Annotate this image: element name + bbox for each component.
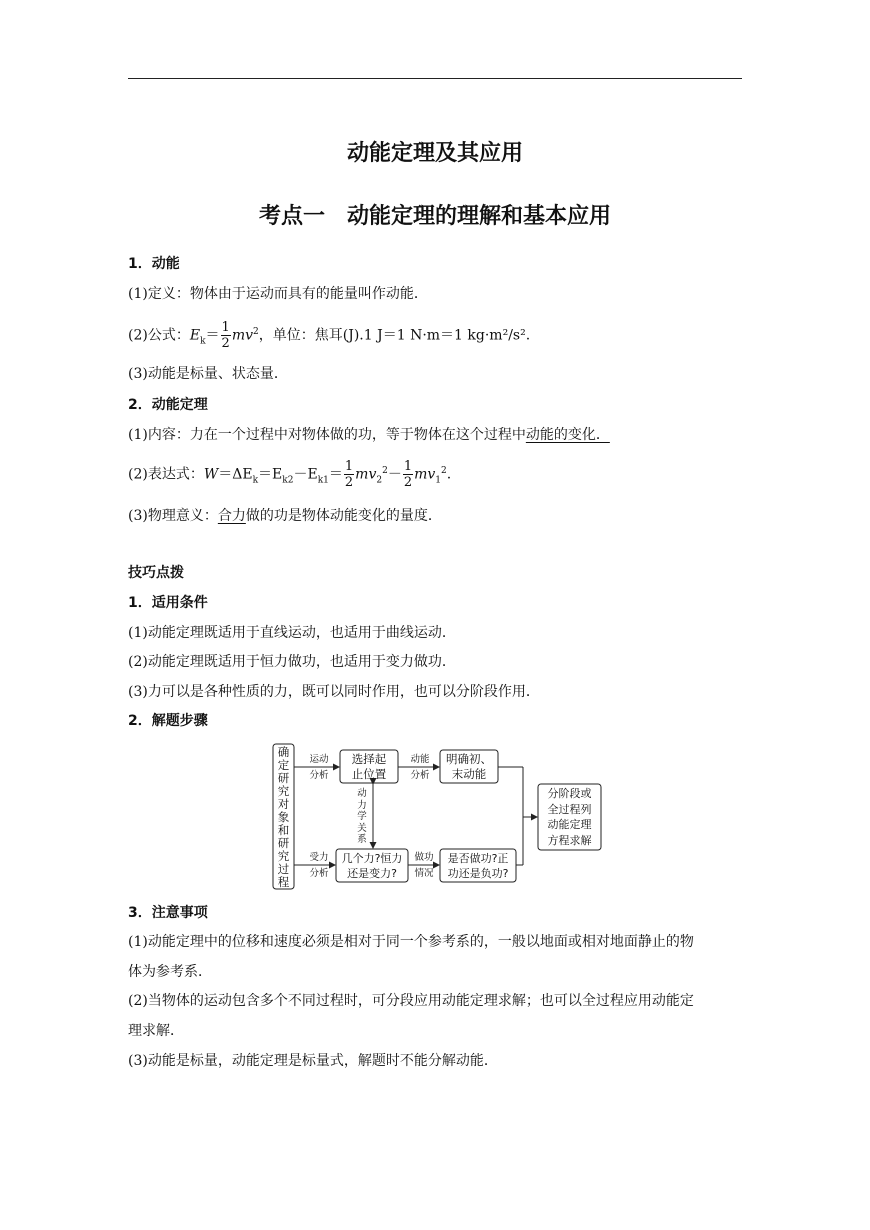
heading-kinetic-energy: 1．动能 — [128, 256, 180, 272]
ke-formula: (2)公式：$E_k=$ $\frac{1}{2}$ $mv^2$，单位：焦耳(J).1 J＝1 N·m＝1 kg·m²/s². — [128, 320, 531, 352]
physical-meaning: (3)物理意义：合力做的功是物体动能变化的量度． — [128, 508, 442, 524]
condition-3: (3)力可以是各种性质的力，既可以同时作用，也可以分阶段作用． — [128, 684, 540, 700]
flowchart-labels: 确 定 研 究 对 象 和 研 究 过 程 运动 分析 选择起 止位置 动能 分析 明确初、 末动能 动 力 学 关 系 受力 分析 几个力?恒力 还是变力? 做功 情况 是否做功?正 功还是负功? 分阶段或 全过程列 动能定理 方程求解 — [270, 740, 610, 892]
ke-scalar-note: (3)动能是标量、状态量． — [128, 366, 288, 382]
note-2a: (2)当物体的运动包含多个不同过程时，可分段应用动能定理求解；也可以全过程应用动能定 — [128, 993, 694, 1009]
section-title: 考点一 动能定理的理解和基本应用 — [258, 204, 611, 229]
heading-ke-theorem: 2．动能定理 — [128, 397, 208, 413]
flow-box-forces: 几个力?恒力 还是变力? — [341, 852, 403, 880]
note-1b: 体为参考系． — [128, 964, 212, 980]
note-1a: (1)动能定理中的位移和速度必须是相对于同一个参考系的，一般以地面或相对地面静止的物 — [128, 934, 694, 950]
theorem-expression: (2)表达式：$W=\Delta E_k=E_{k2}-E_{k1}=$ $\frac{1}{2}$ $mv_2^2-$ $\frac{1}{2}$ $mv_1^2$. — [128, 459, 452, 491]
top-rule — [128, 78, 742, 79]
theorem-content: (1)内容：力在一个过程中对物体做的功，等于物体在这个过程中动能的变化． — [128, 427, 610, 443]
page-title: 动能定理及其应用 — [346, 141, 523, 166]
note-2b: 理求解． — [128, 1023, 184, 1039]
flow-box-determine: 确 定 研 究 对 象 和 研 究 过 程 — [277, 745, 290, 889]
condition-1: (1)动能定理既适用于直线运动，也适用于曲线运动． — [128, 625, 456, 641]
flow-box-work: 是否做功?正 功还是负功? — [447, 852, 509, 880]
condition-2: (2)动能定理既适用于恒力做功，也适用于变力做功． — [128, 654, 456, 670]
flow-box-clear-ke: 明确初、 末动能 — [446, 752, 492, 781]
conditions-heading: 1．适用条件 — [128, 595, 208, 611]
flow-box-solve: 分阶段或 全过程列 动能定理 方程求解 — [547, 787, 592, 847]
fraction-half: $\frac{1}{2}$ — [221, 320, 230, 352]
ke-definition: (1)定义：物体由于运动而具有的能量叫作动能． — [128, 286, 428, 302]
flow-box-choose-position: 选择起 止位置 — [351, 752, 387, 781]
flow-vertical-label: 动 力 学 关 系 — [357, 788, 367, 845]
note-3: (3)动能是标量，动能定理是标量式，解题时不能分解动能． — [128, 1053, 498, 1069]
notes-heading: 3．注意事项 — [128, 905, 208, 921]
tips-heading: 技巧点拨 — [128, 565, 184, 581]
steps-heading: 2．解题步骤 — [128, 713, 208, 729]
